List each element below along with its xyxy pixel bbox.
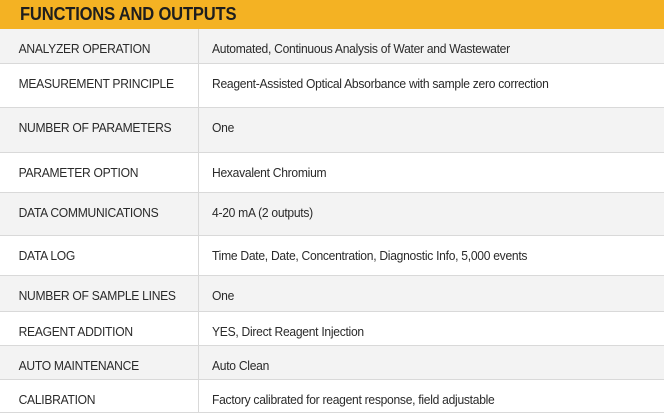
row-value: YES, Direct Reagent Injection — [212, 324, 364, 339]
row-value: 4-20 mA (2 outputs) — [212, 205, 313, 220]
column-divider — [198, 29, 199, 63]
row-label: NUMBER OF PARAMETERS — [18, 120, 172, 135]
column-divider — [198, 236, 199, 275]
column-divider — [198, 193, 199, 235]
table-row — [0, 108, 664, 153]
row-label: NUMBER OF SAMPLE LINES — [18, 288, 176, 303]
column-divider — [198, 153, 199, 192]
row-value: Auto Clean — [212, 358, 270, 373]
column-divider — [198, 346, 199, 379]
row-value: One — [212, 120, 235, 135]
row-label: PARAMETER OPTION — [18, 165, 139, 180]
row-value: Reagent-Assisted Optical Absorbance with sample zero correction — [212, 76, 549, 91]
row-value: Time Date, Date, Concentration, Diagnostic Info, 5,000 events — [212, 248, 528, 263]
table-row — [0, 153, 664, 193]
table-row — [0, 276, 664, 312]
column-divider — [198, 380, 199, 412]
row-label: DATA LOG — [18, 248, 76, 263]
table-row — [0, 236, 664, 276]
column-divider — [198, 64, 199, 107]
row-value: One — [212, 288, 235, 303]
table-row — [0, 312, 664, 346]
row-value: Factory calibrated for reagent response, field adjustable — [212, 392, 495, 407]
row-label: MEASUREMENT PRINCIPLE — [18, 76, 174, 91]
row-value: Hexavalent Chromium — [212, 165, 327, 180]
row-label: ANALYZER OPERATION — [18, 41, 151, 56]
column-divider — [198, 312, 199, 345]
row-label: REAGENT ADDITION — [18, 324, 133, 339]
row-label: DATA COMMUNICATIONS — [18, 205, 159, 220]
table-row — [0, 346, 664, 380]
table-body — [0, 29, 664, 413]
row-label: AUTO MAINTENANCE — [18, 358, 139, 373]
column-divider — [198, 276, 199, 311]
table-title: FUNCTIONS AND OUTPUTS — [20, 4, 237, 24]
table-row — [0, 380, 664, 413]
column-divider — [198, 108, 199, 152]
row-label: CALIBRATION — [18, 392, 96, 407]
table-header — [0, 0, 664, 29]
row-value: Automated, Continuous Analysis of Water and Wastewater — [212, 41, 510, 56]
table-row — [0, 64, 664, 108]
table-row — [0, 193, 664, 236]
table-row — [0, 29, 664, 64]
